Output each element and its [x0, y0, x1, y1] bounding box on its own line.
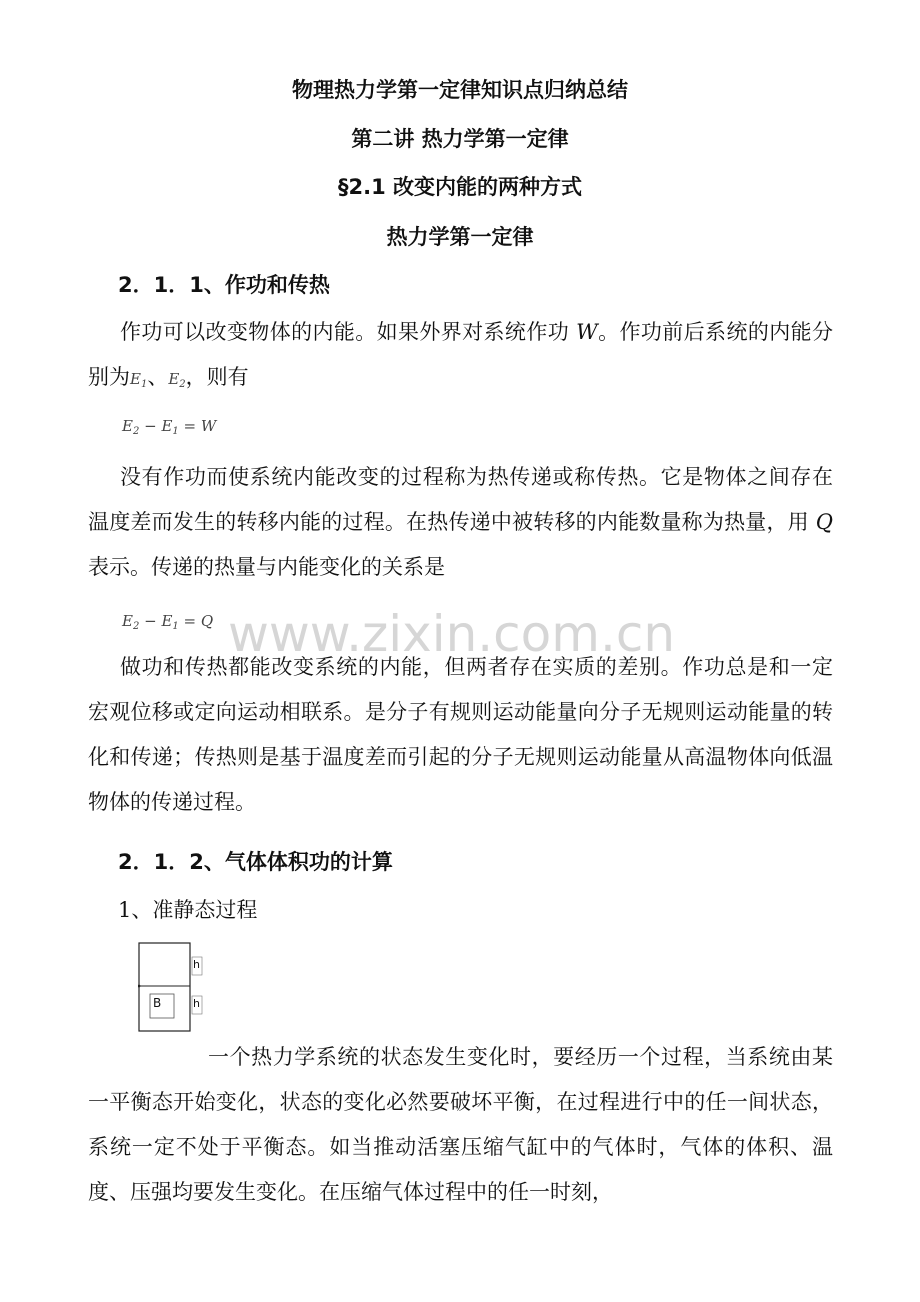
lecture-heading: 第二讲 热力学第一定律	[351, 127, 569, 151]
subsection-heading: 热力学第一定律	[386, 225, 534, 249]
height-label-bottom: h	[193, 997, 200, 1010]
piston-dot	[138, 985, 140, 988]
section-heading: §2.1 改变内能的两种方式	[337, 175, 582, 199]
energy-e2-symbol: $E_2$	[168, 370, 186, 390]
watermark: www.zixin.com.cn	[228, 605, 676, 663]
item-quasi-static: 1、准静态过程	[118, 898, 258, 922]
heat-variable: Q	[815, 510, 833, 534]
paragraph-text: 表示。传递的热量与内能变化的关系是	[88, 555, 445, 579]
paragraph-text: 没有作功而使系统内能改变的过程称为热传递或称传热。它是物体之间存在温度差而发生的转移内能的过程。在热传递中被转移的内能数量称为热量，用	[88, 465, 833, 534]
paragraph-heat-transfer	[88, 455, 833, 590]
formula-work: $E_2 - E_1 = W$	[122, 417, 217, 437]
paragraph-quasi-static: 一个热力学系统的状态发生变化时，要经历一个过程，当系统由某一平衡态开始变化，状态的变化必然要破坏平衡，在过程进行中的任一间状态，系统一定不处于平衡态。如当推动活塞压缩气缸中的气体时，气体的体积、温度、压强均要发生变化。在压缩气体过程中的任一时刻，	[88, 1045, 833, 1204]
paragraph-text: 。作功前后系统的内能分别为	[88, 320, 833, 389]
energy-e1-symbol: $E_1$	[130, 370, 148, 390]
paragraph-text: ，则有	[185, 365, 249, 389]
paragraph-text: 作功可以改变物体的内能。如果外界对系统作功	[120, 320, 577, 344]
height-label-top: h	[193, 958, 200, 971]
separator: 、	[147, 365, 169, 389]
cylinder-svg	[138, 942, 208, 1034]
heading-2-1-2: 2．1．2、气体体积功的计算	[118, 850, 393, 874]
paragraph-difference: 做功和传热都能改变系统的内能，但两者存在实质的差别。作功总是和一定宏观位移或定向运动相联系。是分子有规则运动能量向分子无规则运动能量的转化和传递；传热则是基于温度差而引起的分子无规则运动能量从高温物体向低温物体的传递过程。	[88, 655, 833, 814]
heading-2-1-1: 2．1．1、作功和传热	[118, 273, 330, 297]
piston-cylinder-diagram	[138, 942, 208, 1038]
work-variable: W	[576, 320, 598, 344]
formula-heat: $E_2 - E_1 = Q$	[122, 612, 214, 632]
paragraph-work	[88, 310, 833, 407]
document-title: 物理热力学第一定律知识点归纳总结	[292, 78, 628, 102]
block-b-label: B	[153, 996, 162, 1010]
